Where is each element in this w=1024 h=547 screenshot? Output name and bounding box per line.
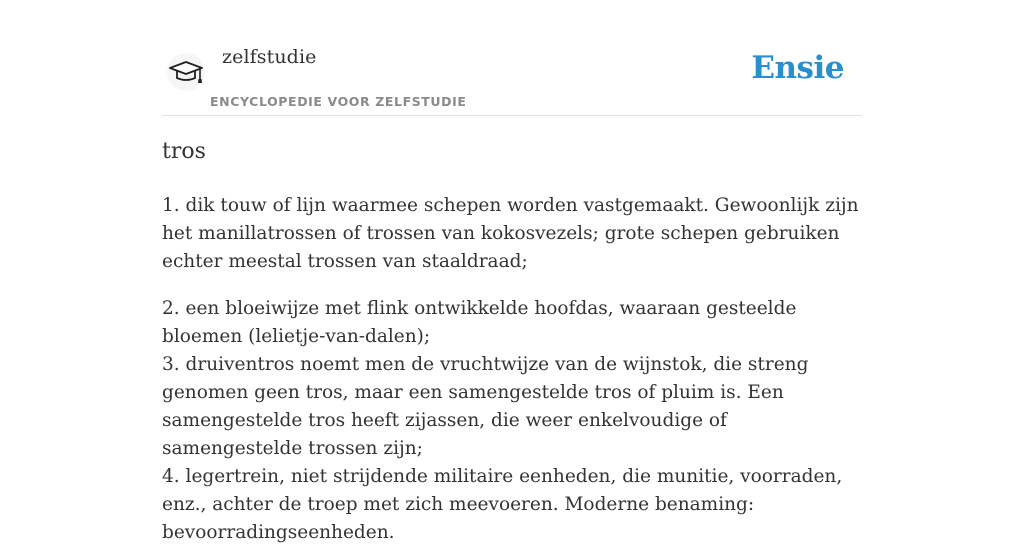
definition-paragraph: 3. druiventros noemt men de vruchtwijze van de wijnstok, die streng genomen geen tros, maar een samengestelde tros of pluim is. Een samengestelde tros heeft zijassen, die weer enkelvoudige of samengestelde trossen zijn; [162,354,809,459]
content-container [162,0,862,543]
entry-title: tros [162,139,206,164]
entry-body [162,192,862,547]
graduation-cap-icon[interactable] [166,52,206,92]
ensie-logo[interactable]: Ensie [751,50,844,86]
site-header [162,0,862,116]
definition-paragraph: 2. een bloeiwijze met flink ontwikkelde hoofdas, waaraan gesteelde bloemen (lelietje-van-dalen); [162,298,797,347]
site-name[interactable]: zelfstudie [222,46,317,68]
site-tagline: ENCYCLOPEDIE VOOR ZELFSTUDIE [210,94,467,109]
definition-paragraph: 1. dik touw of lijn waarmee schepen worden vastgemaakt. Gewoonlijk zijn het manillatrossen of trossen van kokosvezels; grote schepen gebruiken echter meestal trossen van staaldraad; [162,195,859,272]
definition-paragraph: 4. legertrein, niet strijdende militaire eenheden, die munitie, voorraden, enz., achter de troep met zich meevoeren. Moderne benaming: bevoorradingseenheden. [162,466,843,543]
